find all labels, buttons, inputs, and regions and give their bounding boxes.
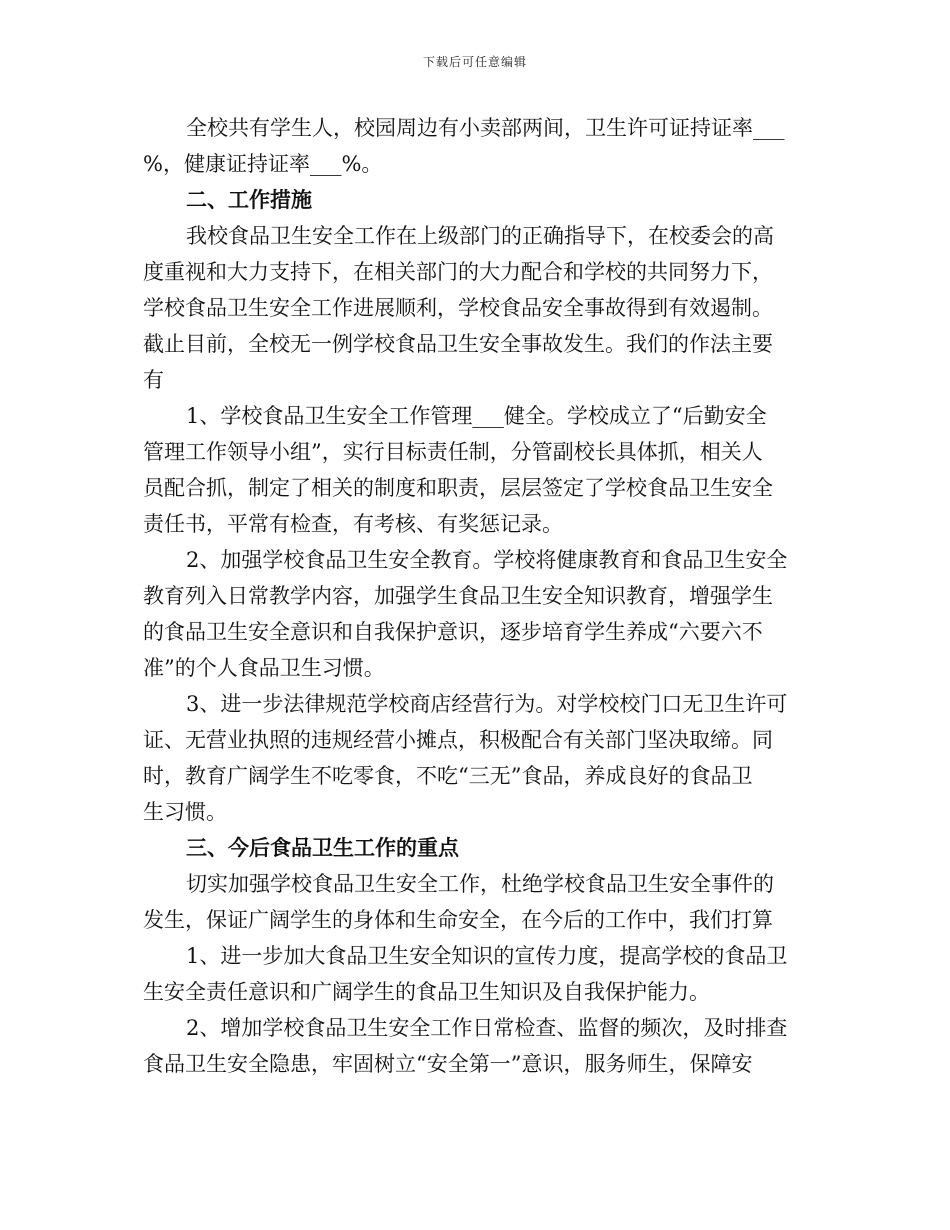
text-line: 责任书，平常有检查，有考核、有奖惩记录。: [143, 512, 563, 536]
text-line: 教育列入日常教学内容，加强学生食品卫生安全知识教育，增强学生: [143, 584, 773, 608]
text-line: 员配合抓，制定了相关的制度和职责，层层签定了学校食品卫生安全: [143, 476, 773, 500]
text-line: 全校共有学生人，校园周边有小卖部两间，卫生许可证持证率___: [186, 116, 785, 140]
text-line: %，健康证持证率___%。: [143, 152, 383, 176]
section-heading: 三、今后食品卫生工作的重点: [186, 835, 459, 860]
text-line: 度重视和大力支持下，在相关部门的大力配合和学校的共同努力下，: [143, 260, 773, 284]
text-line: 有: [143, 368, 164, 392]
text-line: 生习惯。: [143, 800, 227, 824]
text-line: 的食品卫生安全意识和自我保护意识，逐步培育学生养成“六要六不: [143, 620, 763, 644]
text-line: 2、加强学校食品卫生安全教育。学校将健康教育和食品卫生安全: [186, 548, 788, 572]
text-line: 3、进一步法律规范学校商店经营行为。对学校校门口无卫生许可: [186, 692, 788, 716]
text-line: 食品卫生安全隐患，牢固树立“安全第一”意识，服务师生，保障安: [143, 1052, 753, 1076]
page-header: 下载后可任意编辑: [422, 55, 527, 69]
text-line: 时，教育广阔学生不吃零食，不吃“三无”食品，养成良好的食品卫: [143, 764, 753, 788]
text-line: 2、增加学校食品卫生安全工作日常检查、监督的频次，及时排查: [186, 1016, 788, 1040]
text-line: 我校食品卫生安全工作在上级部门的正确指导下，在校委会的高: [186, 224, 774, 248]
section-heading: 二、工作措施: [186, 187, 312, 212]
text-line: 发生，保证广阔学生的身体和生命安全，在今后的工作中，我们打算: [143, 908, 773, 932]
text-line: 证、无营业执照的违规经营小摊点，积极配合有关部门坚决取缔。同: [143, 728, 773, 752]
text-line: 学校食品卫生安全工作进展顺利，学校食品安全事故得到有效遏制。: [143, 296, 773, 320]
text-line: 生安全责任意识和广阔学生的食品卫生知识及自我保护能力。: [143, 980, 710, 1004]
text-line: 截止目前，全校无一例学校食品卫生安全事故发生。我们的作法主要: [143, 332, 773, 356]
text-line: 1、学校食品卫生安全工作管理___健全。学校成立了“后勤安全: [186, 404, 767, 428]
text-line: 准”的个人食品卫生习惯。: [143, 656, 385, 680]
text-line: 切实加强学校食品卫生安全工作，杜绝学校食品卫生安全事件的: [186, 872, 774, 896]
text-line: 1、进一步加大食品卫生安全知识的宣传力度，提高学校的食品卫: [186, 944, 788, 968]
text-line: 管理工作领导小组”，实行目标责任制，分管副校长具体抓，相关人: [143, 440, 763, 464]
document-body: [143, 110, 808, 1082]
